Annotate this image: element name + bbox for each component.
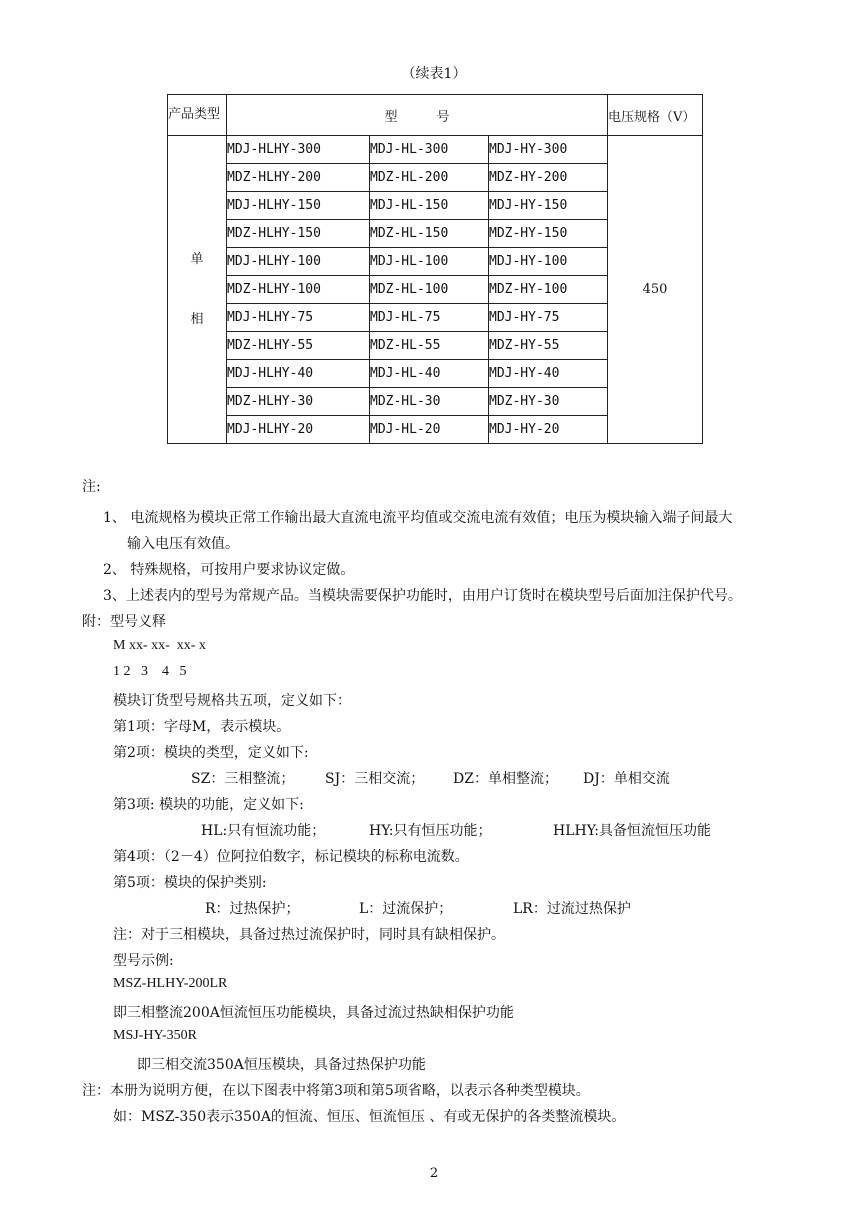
- item-2-opt-dz: DZ：单相整流；: [453, 771, 558, 787]
- item-3-opt-hlhy: HLHY:具备恒流恒压功能: [553, 823, 711, 839]
- note-3: 3、上述表内的型号为常规产品。当模块需要保护功能时，由用户订货时在模块型号后面加注保护代号。: [103, 588, 742, 604]
- appendix-intro: 模块订货型号规格共五项，定义如下：: [113, 693, 351, 709]
- model-cell: MDJ-HY-40: [489, 360, 608, 388]
- model-cell: MDZ-HLHY-100: [227, 276, 370, 304]
- phase-char-2: 相: [190, 311, 204, 327]
- model-cell: MDJ-HL-300: [370, 136, 489, 164]
- example-heading: 型号示例:: [113, 953, 174, 969]
- model-cell: MDJ-HLHY-300: [227, 136, 370, 164]
- model-cell: MDZ-HLHY-30: [227, 388, 370, 416]
- table-row: [168, 136, 703, 164]
- model-pattern: M xx- xx- xx- x: [113, 638, 206, 653]
- item-5-opt-lr: LR：过流过热保护: [513, 901, 631, 917]
- model-cell: MDZ-HY-30: [489, 388, 608, 416]
- model-cell: MDJ-HLHY-20: [227, 416, 370, 444]
- model-cell: MDJ-HY-100: [489, 248, 608, 276]
- model-cell: MDZ-HY-150: [489, 220, 608, 248]
- model-cell: MDJ-HY-300: [489, 136, 608, 164]
- model-cell: MDJ-HLHY-100: [227, 248, 370, 276]
- model-cell: MDJ-HY-20: [489, 416, 608, 444]
- model-cell: MDJ-HLHY-75: [227, 304, 370, 332]
- phase-char-1: 单: [190, 251, 204, 267]
- model-cell: MDZ-HL-150: [370, 220, 489, 248]
- item-5: 第5项：模块的保护类别:: [113, 875, 267, 891]
- model-pattern-indices: 1 2 3 4 5: [113, 664, 187, 679]
- model-cell: MDZ-HL-100: [370, 276, 489, 304]
- model-cell: MDJ-HL-75: [370, 304, 489, 332]
- note-1-line-2: 输入电压有效值。: [127, 536, 239, 552]
- model-cell: MDZ-HLHY-200: [227, 164, 370, 192]
- model-cell: MDZ-HY-200: [489, 164, 608, 192]
- notes-heading: 注:: [82, 479, 101, 495]
- item-5-opt-r: R：过热保护；: [205, 901, 300, 917]
- note-1-line-1: 1、 电流规格为模块正常工作输出最大直流电流平均值或交流电流有效值；电压为模块输入端子间最大: [103, 510, 733, 526]
- page-number: 2: [429, 1166, 439, 1181]
- note-2: 2、 特殊规格，可按用户要求协议定做。: [103, 562, 355, 578]
- item-3-opt-hl: HL:只有恒流功能；: [201, 823, 326, 839]
- model-cell: MDZ-HLHY-150: [227, 220, 370, 248]
- item-3-opt-hy: HY:只有恒压功能；: [369, 823, 492, 839]
- example-1-desc: 即三相整流200A恒流恒压功能模块，具备过流过热缺相保护功能: [113, 1005, 514, 1021]
- item-2-opt-dj: DJ：单相交流: [583, 771, 670, 787]
- item-5-opt-l: L：过流保护；: [359, 901, 453, 917]
- model-cell: MDJ-HL-100: [370, 248, 489, 276]
- model-cell: MDZ-HL-200: [370, 164, 489, 192]
- three-phase-note: 注：对于三相模块，具备过热过流保护时，同时具有缺相保护。: [113, 927, 505, 943]
- model-cell: MDZ-HY-100: [489, 276, 608, 304]
- header-product-type: 产品类型: [168, 95, 227, 136]
- item-2-opt-sz: SZ：三相整流；: [191, 771, 295, 787]
- header-model: 型 号: [227, 95, 608, 136]
- table-header-row: [168, 95, 703, 136]
- model-cell: MDJ-HLHY-150: [227, 192, 370, 220]
- item-1: 第1项：字母M，表示模块。: [113, 719, 291, 735]
- item-2: 第2项：模块的类型，定义如下:: [113, 745, 309, 761]
- item-3: 第3项: 模块的功能，定义如下:: [113, 797, 304, 813]
- model-cell: MDZ-HY-55: [489, 332, 608, 360]
- model-cell: MDZ-HLHY-55: [227, 332, 370, 360]
- example-2-desc: 即三相交流350A恒压模块，具备过热保护功能: [137, 1057, 426, 1073]
- model-spec-table: [167, 94, 703, 444]
- footer-note-line-1: 注：本册为说明方便，在以下图表中将第3项和第5项省略，以表示各种类型模块。: [82, 1083, 590, 1099]
- model-cell: MDZ-HL-55: [370, 332, 489, 360]
- product-type-cell: [168, 136, 227, 444]
- header-voltage: 电压规格（V）: [608, 95, 703, 136]
- example-2-code: MSJ-HY-350R: [113, 1028, 198, 1043]
- model-cell: MDJ-HL-150: [370, 192, 489, 220]
- item-2-opt-sj: SJ：三相交流；: [325, 771, 425, 787]
- model-cell: MDJ-HY-150: [489, 192, 608, 220]
- example-1-code: MSZ-HLHY-200LR: [113, 976, 228, 991]
- model-cell: MDJ-HL-20: [370, 416, 489, 444]
- voltage-cell: 450: [608, 136, 703, 444]
- appendix-heading: 附：型号义释: [82, 614, 166, 630]
- model-cell: MDJ-HL-40: [370, 360, 489, 388]
- model-cell: MDJ-HLHY-40: [227, 360, 370, 388]
- item-4: 第4项：（2－4）位阿拉伯数字，标记模块的标称电流数。: [113, 849, 469, 865]
- footer-note-line-2: 如：MSZ-350表示350A的恒流、恒压、恒流恒压 、有或无保护的各类整流模块。: [113, 1109, 626, 1125]
- model-cell: MDJ-HY-75: [489, 304, 608, 332]
- table-caption: （续表1）: [401, 66, 467, 82]
- model-cell: MDZ-HL-30: [370, 388, 489, 416]
